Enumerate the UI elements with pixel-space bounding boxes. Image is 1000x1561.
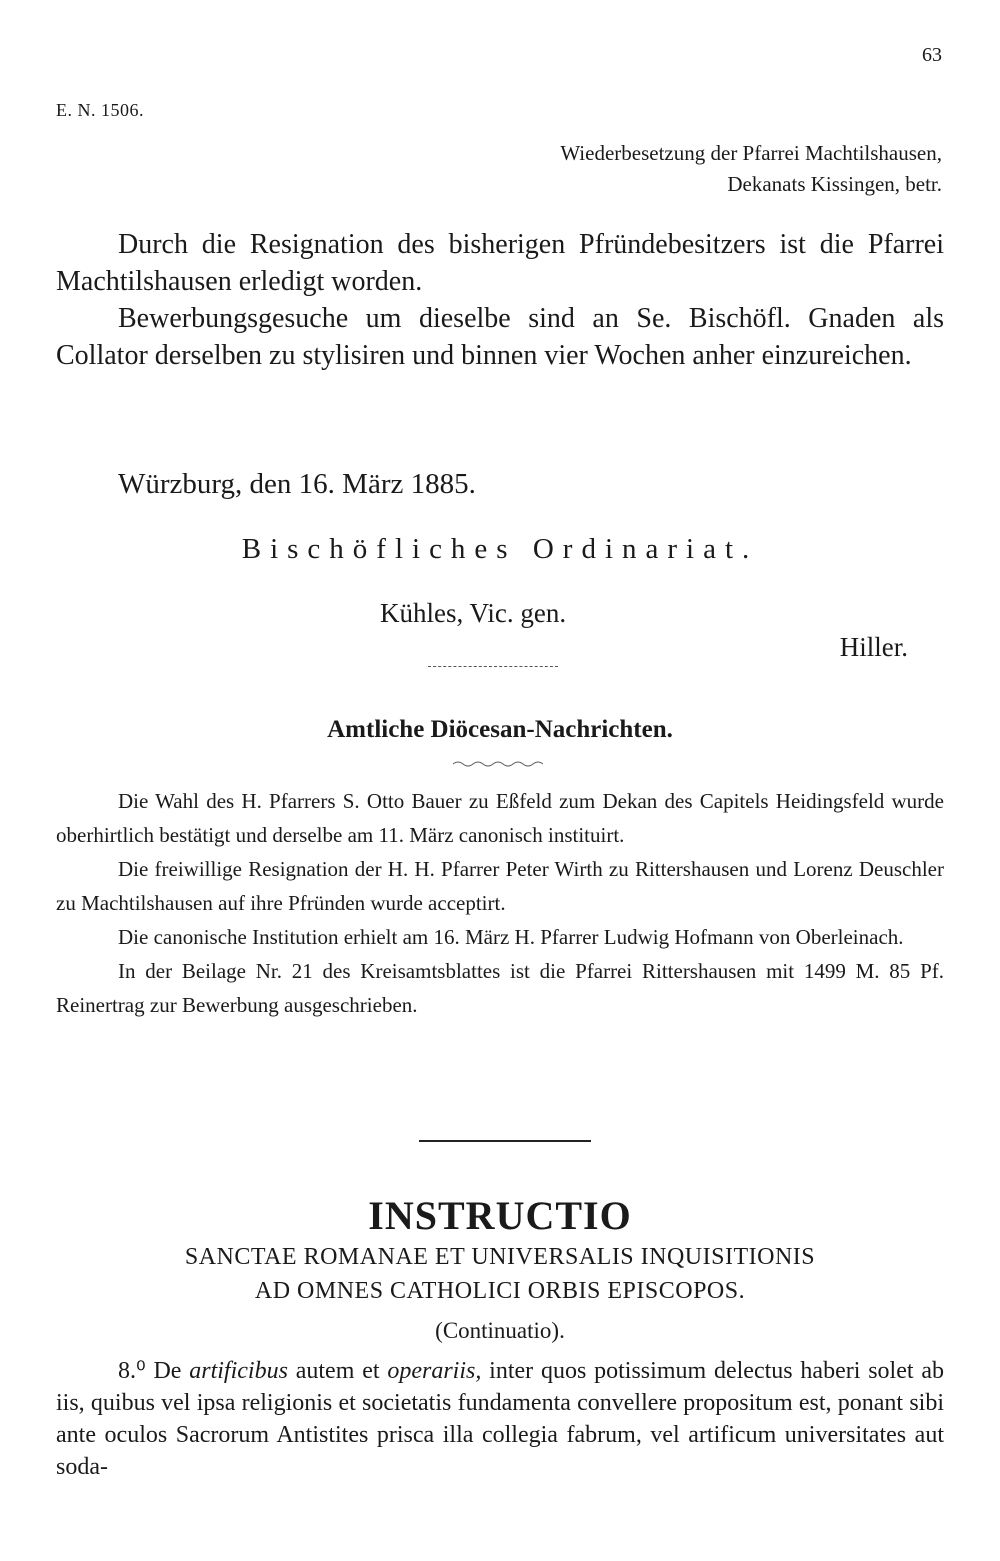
- ornamental-squiggle: [453, 760, 543, 768]
- section-divider-short: [428, 666, 558, 667]
- page-number: 63: [922, 44, 942, 66]
- notice-paragraph: Bewerbungsgesuche um dieselbe sind an Se. Bischöfl. Gnaden als Collator derselben zu stylisiren und binnen vier Wochen anher einzureichen.: [56, 303, 944, 371]
- signature-vicar-general: Kühles, Vic. gen.: [380, 598, 567, 628]
- instructio-title: INSTRUCTIO: [368, 1193, 632, 1238]
- news-paragraph: Die Wahl des H. Pfarrers S. Otto Bauer zu Eßfeld zum Dekan des Capitels Heidingsfeld wurde oberhirtlich bestätigt und derselbe am 11. März canonisch instituirt.: [56, 789, 944, 847]
- instructio-continuation: (Continuatio).: [435, 1318, 565, 1343]
- news-paragraph: In der Beilage Nr. 21 des Kreisamtsblattes ist die Pfarrei Rittershausen mit 1499 M. 85 Pf. Reinertrag zur Bewerbung ausgeschrieben.: [56, 959, 944, 1017]
- news-paragraph: Die canonische Institution erhielt am 16. März H. Pfarrer Ludwig Hofmann von Oberleinach.: [118, 925, 904, 949]
- notice-paragraph: Durch die Resignation des bisherigen Pfründebesitzers ist die Pfarrei Machtilshausen erledigt worden.: [56, 229, 944, 297]
- section-divider: [419, 1140, 591, 1142]
- paragraph-number: 8.⁰: [118, 1358, 146, 1384]
- notice-body: [56, 226, 944, 374]
- italic-term: artificibus: [189, 1358, 288, 1384]
- text-run: De: [145, 1358, 190, 1384]
- signature-secretary: Hiller.: [839, 632, 908, 662]
- text-run: inter quos potissimum delectus haberi solet ab iis, quibus vel ipsa religionis et societatis fundamenta convellere propositum est, ponant sibi ante oculos Sacrorum Antistites prisca illa collegia fabrum, vel artificum universitates aut soda-: [56, 1358, 945, 1480]
- notice-subject: Wiederbesetzung der Pfarrei Machtilshausen, Dekanats Kissingen, betr.: [560, 141, 942, 196]
- instructio-subtitle: AD OMNES CATHOLICI ORBIS EPISCOPOS.: [254, 1278, 746, 1304]
- instructio-body: [56, 1355, 944, 1483]
- news-body: [56, 784, 944, 1022]
- issuer: Bischöfliches Ordinariat.: [241, 533, 759, 565]
- dateline: Würzburg, den 16. März 1885.: [118, 468, 476, 500]
- text-run: autem et: [287, 1358, 388, 1384]
- news-heading: Amtliche Diöcesan-Nachrichten.: [327, 716, 673, 743]
- news-paragraph: Die freiwillige Resignation der H. H. Pfarrer Peter Wirth zu Rittershausen und Lorenz Deuschler zu Machtilshausen auf ihre Pfründen wurde acceptirt.: [56, 857, 944, 915]
- italic-term: operariis,: [387, 1358, 482, 1384]
- instructio-paragraph: [56, 1355, 944, 1483]
- reference-number: E. N. 1506.: [56, 100, 144, 120]
- instructio-subtitle: SANCTAE ROMANAE ET UNIVERSALIS INQUISITIONIS: [184, 1244, 816, 1270]
